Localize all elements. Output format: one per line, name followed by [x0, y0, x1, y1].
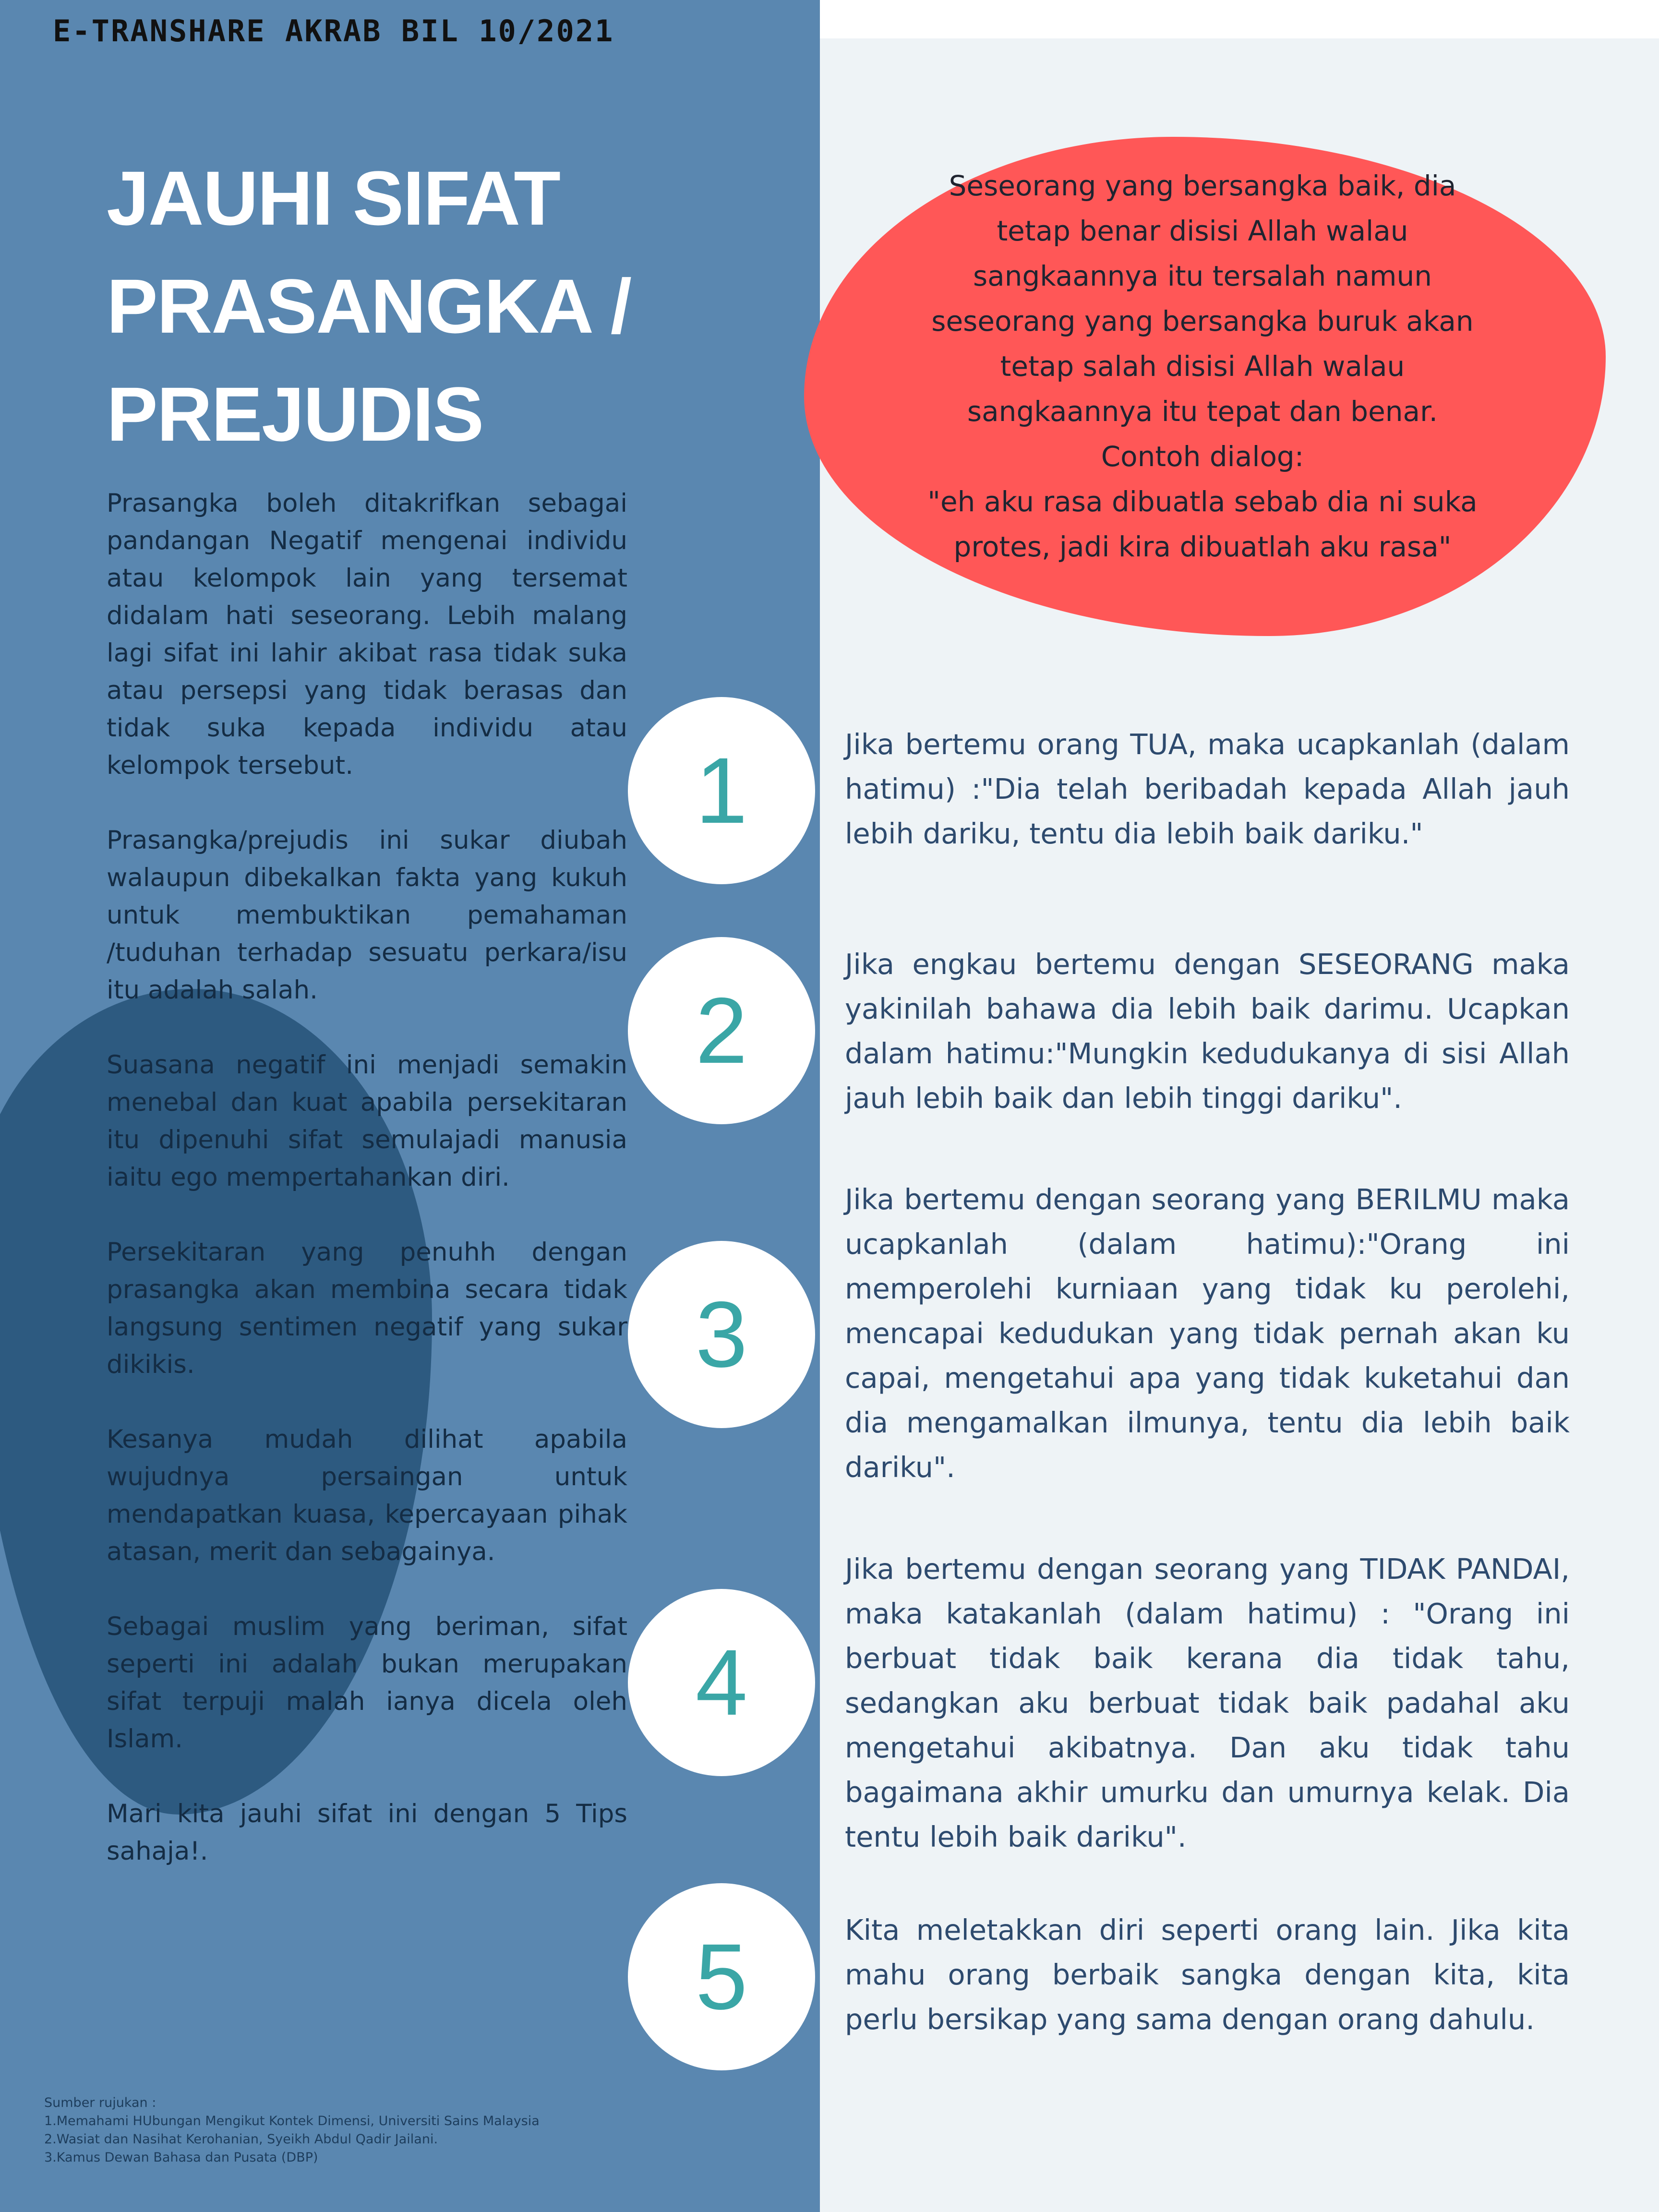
title-line-2: PRASANGKA / [107, 263, 631, 349]
tip-number-2: 2 [628, 937, 815, 1124]
tip-item-3 [845, 1177, 1570, 1490]
intro-text [107, 485, 627, 1908]
tip-item-5 [845, 1908, 1570, 2042]
tip-item-2 [845, 942, 1570, 1120]
source-item: 1.Memahami HUbungan Mengikut Kontek Dimensi, Universiti Sains Malaysia [44, 2114, 540, 2128]
intro-paragraph-5: Kesanya mudah dilihat apabila wujudnya persaingan untuk mendapatkan kuasa, kepercayaan pihak atasan, merit dan sebagainya. [107, 1425, 627, 1566]
quote-text [898, 163, 1507, 569]
quote-line: tetap salah disisi Allah walau [1000, 350, 1405, 383]
header-tag: E-TRANSHARE AKRAB BIL 10/2021 [53, 13, 614, 48]
page-title [107, 144, 683, 468]
tip-text-3: Jika bertemu dengan seorang yang BERILMU maka ucapkanlah (dalam hatimu):"Orang ini memperolehi kurniaan yang tidak ku perolehi, mencapai kedudukan yang tidak pernah akan ku capai, mengetahui apa yang tidak kuketahui dan dia mengamalkan ilmunya, tentu dia lebih baik dariku". [845, 1183, 1570, 1484]
tip-text-5: Kita meletakkan diri seperti orang lain. Jika kita mahu orang berbaik sangka dengan kita, kita perlu bersikap yang sama dengan orang dahulu. [845, 1913, 1570, 2036]
tip-number-1: 1 [628, 697, 815, 884]
tip-text-2: Jika engkau bertemu dengan SESEORANG maka yakinilah bahawa dia lebih baik darimu. Ucapkan dalam hatimu:"Mungkin kedudukanya di sisi Allah jauh lebih baik dan lebih tinggi dariku". [845, 948, 1570, 1115]
source-item: 3.Kamus Dewan Bahasa dan Pusata (DBP) [44, 2150, 318, 2165]
intro-paragraph-4: Persekitaran yang penuhh dengan prasangka akan membina secara tidak langsung sentimen negatif yang sukar dikikis. [107, 1238, 627, 1379]
tip-number-3: 3 [628, 1241, 815, 1428]
quote-line: Contoh dialog: [1101, 440, 1304, 473]
intro-paragraph-6: Sebagai muslim yang beriman, sifat seperti ini adalah bukan merupakan sifat terpuji malah ianya dicela oleh Islam. [107, 1612, 627, 1754]
quote-line: Seseorang yang bersangka baik, dia [949, 169, 1456, 202]
title-line-1: JAUHI SIFAT [107, 155, 560, 241]
quote-line: protes, jadi kira dibuatlah aku rasa" [953, 530, 1452, 563]
intro-paragraph-3: Suasana negatif ini menjadi semakin menebal dan kuat apabila persekitaran itu dipenuhi sifat semulajadi manusia iaitu ego mempertahankan diri. [107, 1050, 627, 1192]
tip-item-4 [845, 1547, 1570, 1859]
quote-line: "eh aku rasa dibuatla sebab dia ni suka [927, 485, 1478, 518]
quote-line: seseorang yang bersangka buruk akan [931, 305, 1474, 337]
sources [44, 2094, 540, 2167]
quote-line: tetap benar disisi Allah walau [997, 215, 1408, 247]
source-item: 2.Wasiat dan Nasihat Kerohanian, Syeikh Abdul Qadir Jailani. [44, 2132, 438, 2147]
sources-heading: Sumber rujukan : [44, 2095, 156, 2110]
intro-paragraph-2: Prasangka/prejudis ini sukar diubah walaupun dibekalkan fakta yang kukuh untuk membuktikan pemahaman /tuduhan terhadap sesuatu perkara/isu itu adalah salah. [107, 826, 627, 1005]
tip-text-1: Jika bertemu orang TUA, maka ucapkanlah (dalam hatimu) :"Dia telah beribadah kepada Allah jauh lebih dariku, tentu dia lebih baik dariku." [845, 728, 1570, 850]
tip-text-4: Jika bertemu dengan seorang yang TIDAK PANDAI, maka katakanlah (dalam hatimu) : "Orang ini berbuat tidak baik kerana dia tidak tahu, sedangkan aku berbuat tidak baik padahal aku mengetahui akibatnya. Dan aku tidak tahu bagaimana akhir umurku dan umurnya kelak. Dia tentu lebih baik dariku". [845, 1552, 1570, 1853]
intro-paragraph-7: Mari kita jauhi sifat ini dengan 5 Tips sahaja!. [107, 1799, 627, 1866]
intro-paragraph-1: Prasangka boleh ditakrifkan sebagai pandangan Negatif mengenai individu atau kelompok lain yang tersemat didalam hati seseorang. Lebih malang lagi sifat ini lahir akibat rasa tidak suka atau persepsi yang tidak berasas dan tidak suka kepada individu atau kelompok tersebut. [107, 489, 627, 780]
tip-item-1 [845, 722, 1570, 856]
quote-line: sangkaannya itu tersalah namun [973, 260, 1432, 292]
tip-number-4: 4 [628, 1589, 815, 1776]
tip-number-5: 5 [628, 1883, 815, 2070]
title-line-3: PREJUDIS [107, 371, 483, 457]
quote-line: sangkaannya itu tepat dan benar. [967, 395, 1438, 428]
